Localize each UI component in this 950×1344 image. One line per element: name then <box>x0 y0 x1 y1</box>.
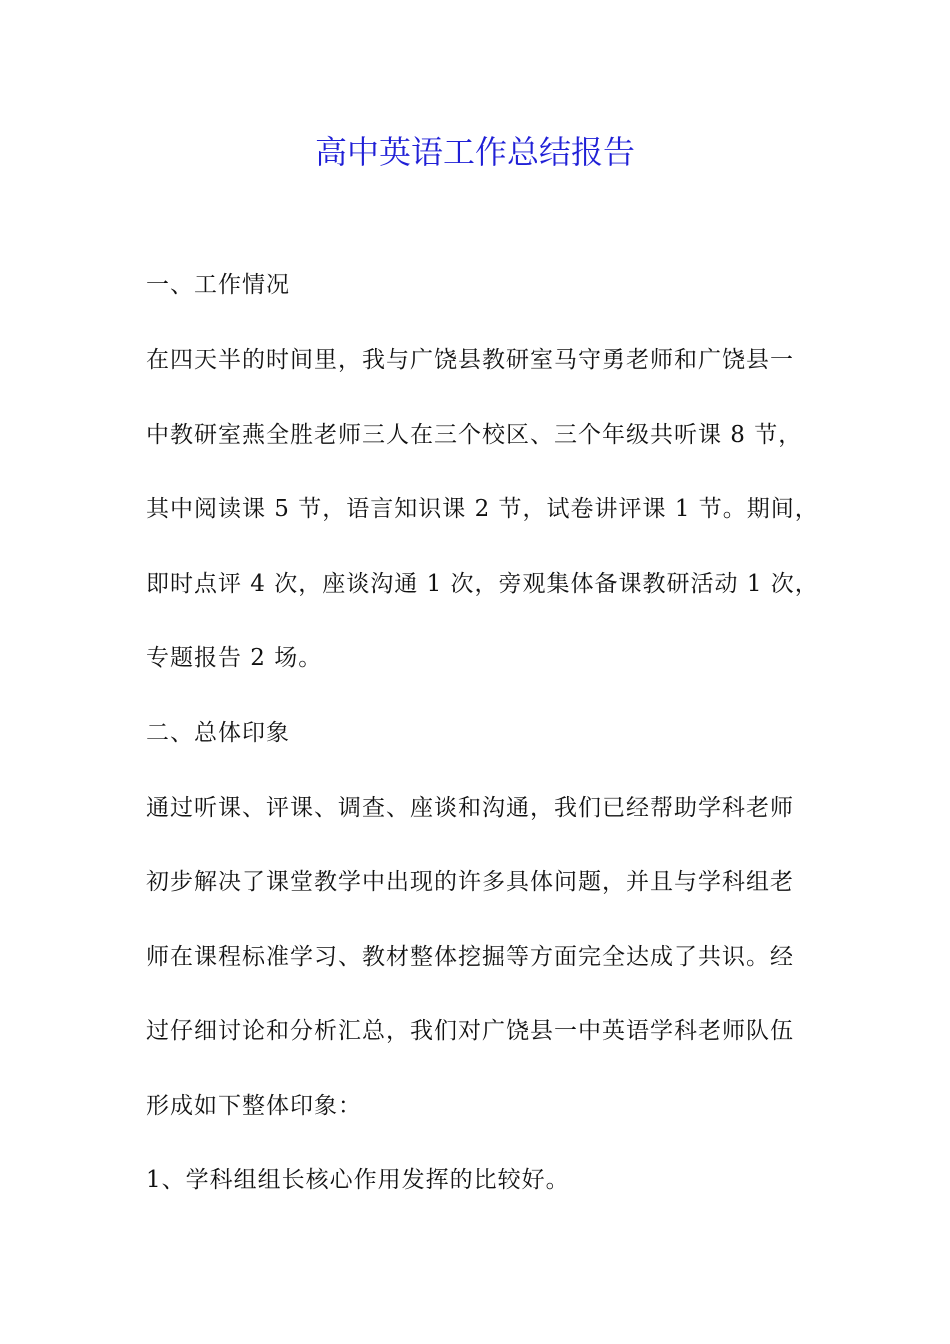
paragraph-line: 中教研室燕全胜老师三人在三个校区、三个年级共听课 8 节， <box>146 422 803 448</box>
paragraph-line: 在四天半的时间里，我与广饶县教研室马守勇老师和广饶县一 <box>146 347 794 373</box>
list-item: 1、学科组组长核心作用发挥的比较好。 <box>146 1167 570 1193</box>
paragraph-line: 初步解决了课堂教学中出现的许多具体问题，并且与学科组老 <box>146 869 794 895</box>
paragraph-line: 形成如下整体印象： <box>146 1093 362 1119</box>
section-heading-overall-impression: 二、总体印象 <box>146 720 290 746</box>
paragraph-line: 师在课程标准学习、教材整体挖掘等方面完全达成了共识。经 <box>146 944 794 970</box>
paragraph-line: 其中阅读课 5 节，语言知识课 2 节，试卷讲评课 1 节。期间， <box>146 496 819 522</box>
paragraph-line: 即时点评 4 次，座谈沟通 1 次，旁观集体备课教研活动 1 次， <box>146 571 819 597</box>
paragraph-line: 通过听课、评课、调查、座谈和沟通，我们已经帮助学科老师 <box>146 795 794 821</box>
document-title: 高中英语工作总结报告 <box>314 133 635 171</box>
paragraph-line: 过仔细讨论和分析汇总，我们对广饶县一中英语学科老师队伍 <box>146 1018 794 1044</box>
paragraph-line: 专题报告 2 场。 <box>146 645 323 671</box>
section-heading-work-status: 一、工作情况 <box>146 272 290 298</box>
